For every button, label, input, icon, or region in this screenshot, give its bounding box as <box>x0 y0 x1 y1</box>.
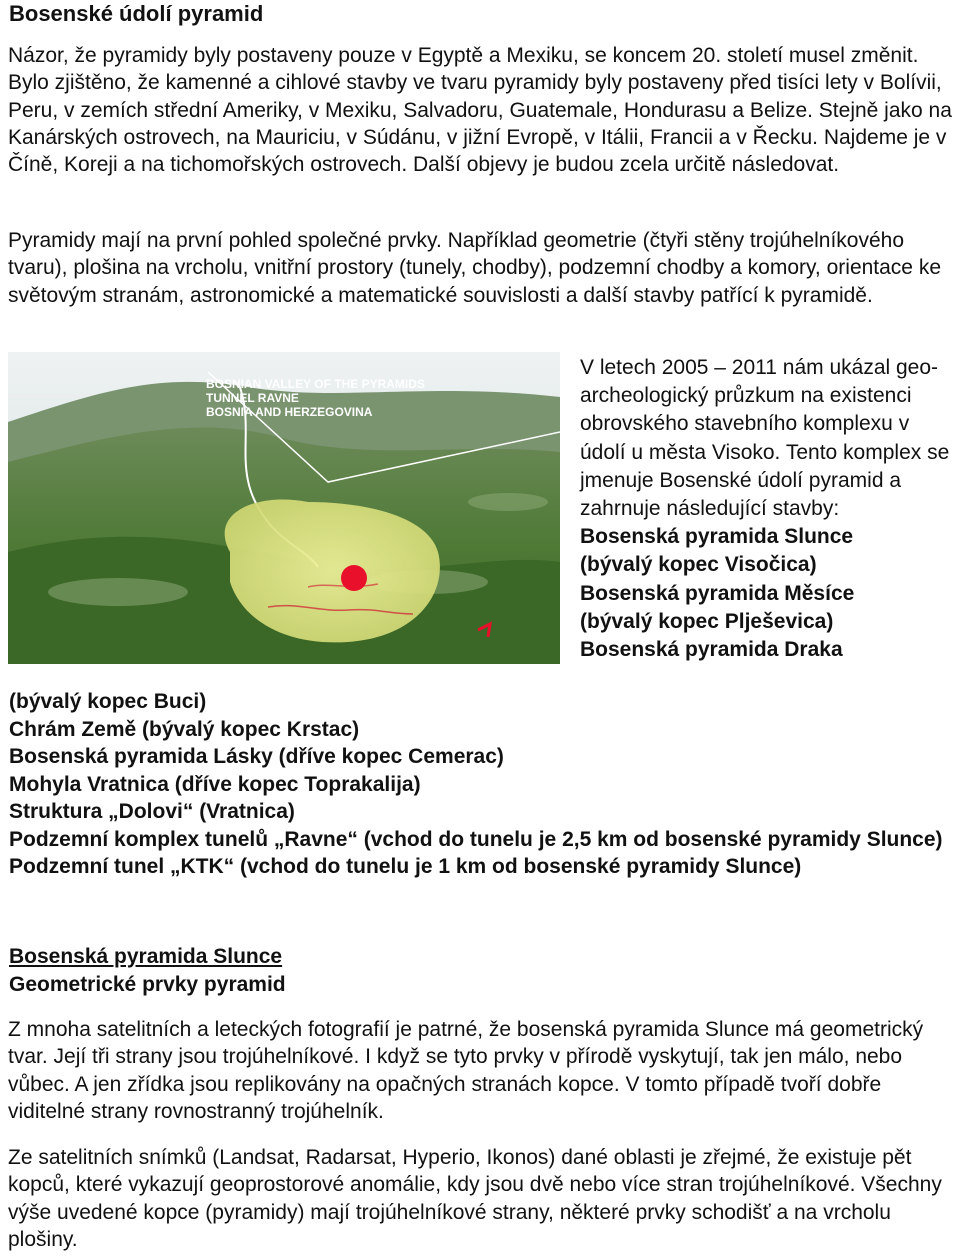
photo-caption-line-3: BOSNIA AND HERZEGOVINA <box>206 405 373 419</box>
aside-item: Bosenská pyramida Slunce <box>580 525 854 549</box>
list-item: Mohyla Vratnica (dříve kopec Toprakalija) <box>9 772 421 796</box>
photo-caption-line-2: TUNNEL RAVNE <box>206 391 299 405</box>
document-title: Bosenské údolí pyramid <box>9 1 264 26</box>
list-item: Podzemní komplex tunelů „Ravne“ (vchod do tunelu je 2,5 km od bosenské pyramidy Slunce) <box>9 827 943 851</box>
aside-item: Bosenská pyramida Měsíce <box>580 581 855 605</box>
list-item: Podzemní tunel „KTK“ (vchod do tunelu je 1 km od bosenské pyramidy Slunce) <box>9 855 802 878</box>
aside-item: Bosenská pyramida Draka <box>580 638 843 662</box>
intro-paragraph: Názor, že pyramidy byly postaveny pouze v Egyptě a Mexiku, se koncem 20. století musel změnit. Bylo zjištěno, že kamenné a cihlové stavby ve tvaru pyramidy byly postaveny před tisíci lety v Bolívii, Peru, v zemích střední Ameriky, v Mexiku, Salvadoru, Guatemale, Hondurasu a Belize. Stejně jako na Kanárských ostrovech, na Mauriciu, v Súdánu, v jižní Evropě, v Itálii, Francii a v Řecku. Najdeme je v Číně, Koreji a na tichomořských ostrovech. Další objevy je budou zcela určitě následovat. <box>8 44 952 177</box>
aside-paragraph: V letech 2005 – 2011 nám ukázal geo-archeologický průzkum na existenci obrovského stavebního komplexu v údolí u města Visoko. Tento komplex se jmenuje Bosenské údolí pyramid a zahrnuje následující stavby: <box>580 356 950 521</box>
list-item: (bývalý kopec Buci) <box>9 690 207 713</box>
aside-item: (bývalý kopec Plješevica) <box>580 609 834 633</box>
aside-text-block <box>580 354 956 664</box>
aside-item: (bývalý kopec Visočica) <box>580 553 817 577</box>
aerial-photo-illustration <box>8 352 560 664</box>
aerial-photo-bosnian-valley <box>8 352 560 664</box>
geometry-paragraph: Z mnoha satelitních a leteckých fotografií je patrné, že bosenská pyramida Slunce má geometrický tvar. Její tři strany jsou trojúhelníkové. I když se tyto prvky v přírodě vyskytují, tak jen málo, nebo vůbec. A jen zřídka jsou replikovány na opačných stranách kopce. V tomto případě tvoří dobře viditelné strany rovnostranný trojúhelník. <box>8 1018 924 1123</box>
list-item: Bosenská pyramida Lásky (dříve kopec Cemerac) <box>9 745 504 768</box>
photo-caption-line-1: BOSNIAN VALLEY OF THE PYRAMIDS <box>206 377 425 391</box>
list-item: Chrám Země (bývalý kopec Krstac) <box>9 717 360 741</box>
list-item: Struktura „Dolovi“ (Vratnica) <box>9 800 295 823</box>
features-paragraph: Pyramidy mají na první pohled společné prvky. Například geometrie (čtyři stěny trojúhelníkového tvaru), plošina na vrcholu, vnitřní prostory (tunely, chodby), podzemní chodby a komory, orientace ke světovým stranám, astronomické a matematické souvislosti a další stavby patřící k pyramidě. <box>8 229 942 307</box>
section-heading-block <box>9 943 286 998</box>
structures-list <box>9 688 954 881</box>
satellite-paragraph: Ze satelitních snímků (Landsat, Radarsat, Hyperio, Ikonos) dané oblasti je zřejmé, že existuje pět kopců, které vykazují geoprostorové anomálie, kdy jsou dvě nebo více stran trojúhelníkové. Všechny výše uvedené kopce (pyramidy) mají trojúhelníkové strany, některé prvky schodišť a na vrcholu plošiny. <box>8 1146 942 1251</box>
section-subheading: Geometrické prvky pyramid <box>9 972 286 996</box>
section-heading: Bosenská pyramida Slunce <box>9 945 283 968</box>
